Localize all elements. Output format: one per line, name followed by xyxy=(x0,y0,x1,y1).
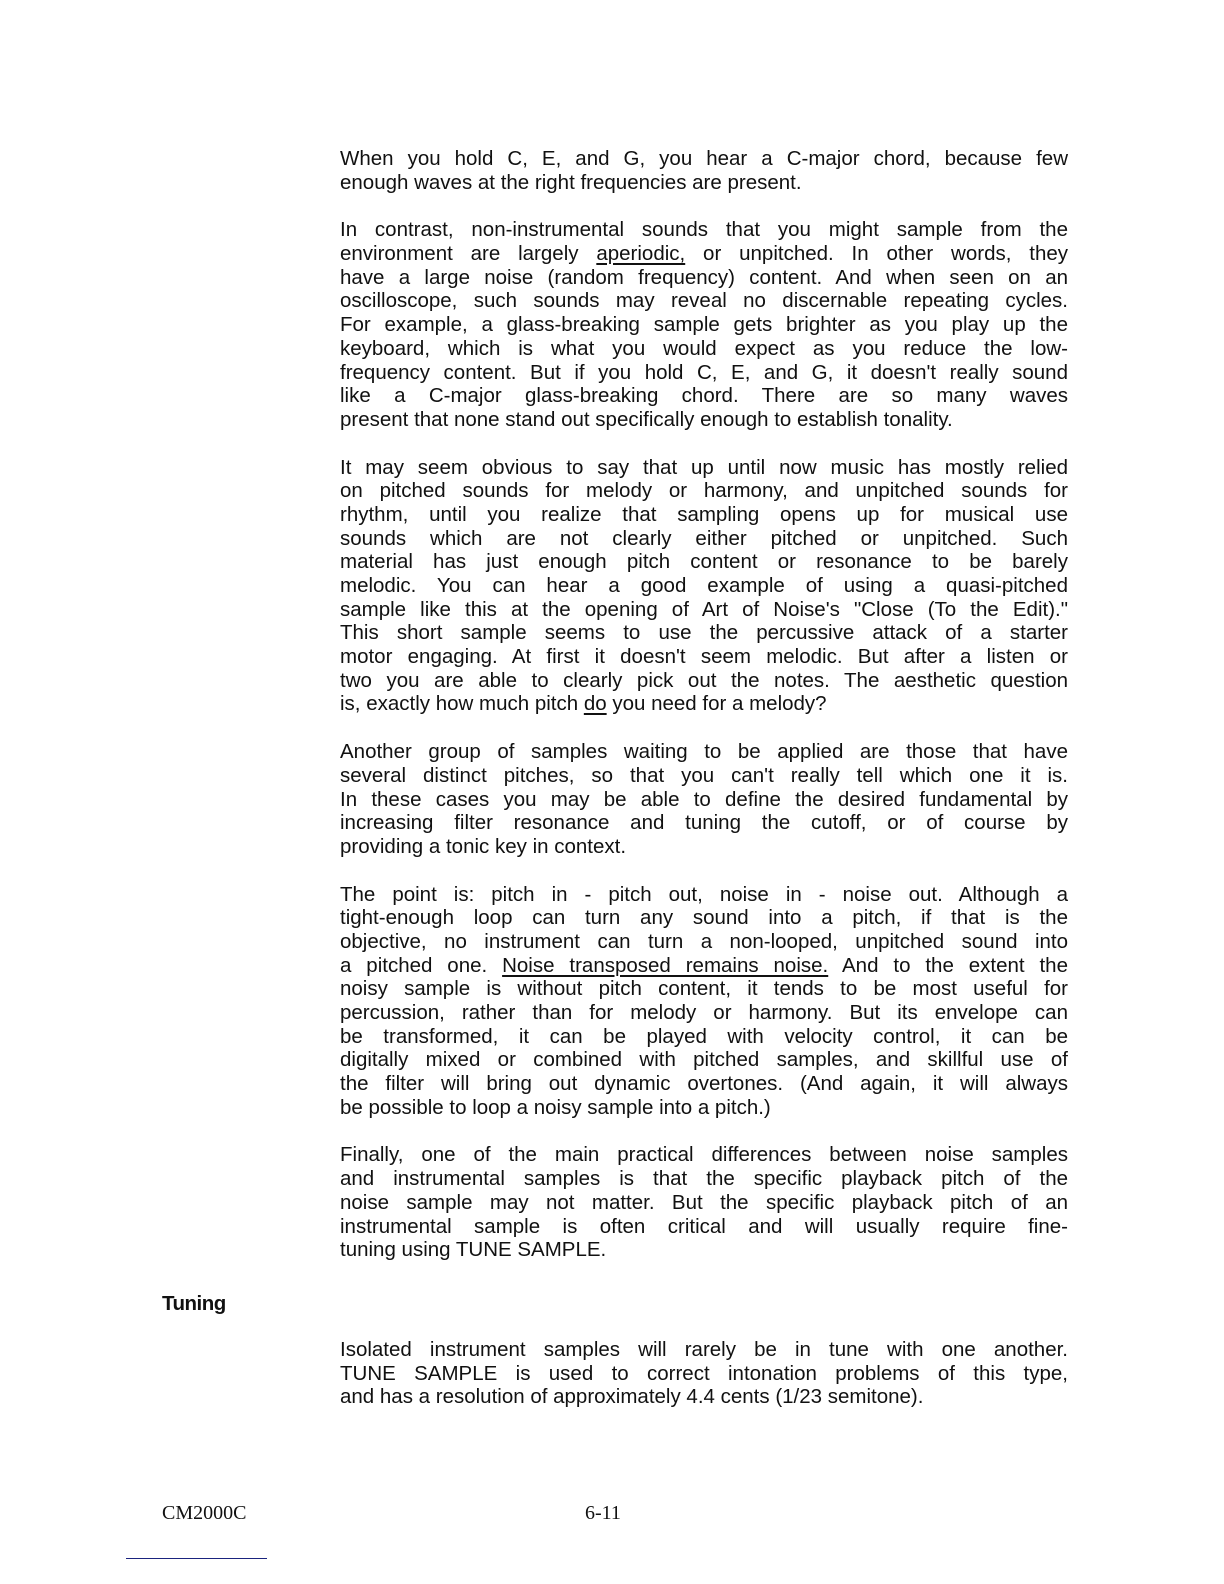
text-line: two you are able to clearly pick out the notes. The aesthetic question xyxy=(340,668,1068,692)
text-line: present that none stand out specifically enough to establish tonality. xyxy=(340,407,953,431)
text-line: digitally mixed or combined with pitched samples, and skillful use of xyxy=(340,1048,1068,1072)
section-heading-tuning: Tuning xyxy=(162,1292,226,1315)
text-line: TUNE SAMPLE is used to correct intonation problems of this type, xyxy=(340,1361,1068,1385)
text-line: Another group of samples waiting to be applied are those that have xyxy=(340,740,1068,764)
text-line: Isolated instrument samples will rarely be in tune with one another. xyxy=(340,1338,1068,1361)
underlined-emphasis: do xyxy=(583,692,607,716)
text-line: In these cases you may be able to define the desired fundamental by xyxy=(340,787,1068,811)
footer-document-code: CM2000C xyxy=(162,1502,247,1524)
text-line: material has just enough pitch content or resonance to be barely xyxy=(340,550,1068,574)
text-line: and instrumental samples is that the specific playback pitch of the xyxy=(340,1167,1068,1191)
text-line: be transformed, it can be played with velocity control, it can be xyxy=(340,1024,1068,1048)
text-line: be possible to loop a noisy sample into a pitch.) xyxy=(340,1095,771,1119)
text-line: motor engaging. At first it doesn't seem melodic. But after a listen or xyxy=(340,645,1068,669)
text-line: The point is: pitch in - pitch out, noise in - noise out. Although a xyxy=(340,882,1068,906)
text-line: rhythm, until you realize that sampling opens up for musical use xyxy=(340,502,1068,526)
text-line: noisy sample is without pitch content, it tends to be most useful for xyxy=(340,977,1068,1001)
paragraph xyxy=(340,1143,1068,1261)
text-line: is, exactly how much pitch do you need for a melody? xyxy=(340,692,827,716)
text-line: the filter will bring out dynamic overtones. (And again, it will always xyxy=(340,1072,1068,1096)
text-line: When you hold C, E, and G, you hear a C-major chord, because few xyxy=(340,147,1068,170)
text-line: It may seem obvious to say that up until now music has mostly relied xyxy=(340,455,1068,479)
text-line: instrumental sample is often critical and will usually require fine- xyxy=(340,1214,1068,1238)
text-line: tight-enough loop can turn any sound into a pitch, if that is the xyxy=(340,906,1068,930)
text-line: frequency content. But if you hold C, E, and G, it doesn't really sound xyxy=(340,360,1068,384)
footer-page-number: 6-11 xyxy=(585,1502,621,1524)
text-line: melodic. You can hear a good example of using a quasi-pitched xyxy=(340,574,1068,597)
paragraph xyxy=(340,883,1068,1120)
tuning-body-text xyxy=(340,1338,1068,1433)
paragraph xyxy=(340,740,1068,858)
underlined-emphasis: Noise transposed remains noise. xyxy=(502,953,829,977)
footer-rule xyxy=(126,1558,267,1559)
text-line: oscilloscope, such sounds may reveal no discernable repeating cycles. xyxy=(340,289,1068,313)
text-line: This short sample seems to use the percussive attack of a starter xyxy=(340,621,1068,645)
text-line: providing a tonic key in context. xyxy=(340,834,627,858)
text-line: and has a resolution of approximately 4.4 cents (1/23 semitone). xyxy=(340,1385,924,1409)
text-line: like a C-major glass-breaking chord. There are so many waves xyxy=(340,384,1068,408)
underlined-emphasis: aperiodic, xyxy=(596,242,686,266)
text-line: increasing filter resonance and tuning the cutoff, or of course by xyxy=(340,811,1068,835)
text-line: Finally, one of the main practical differences between noise samples xyxy=(340,1143,1068,1167)
paragraph xyxy=(340,456,1068,717)
text-line: sounds which are not clearly either pitched or unpitched. Such xyxy=(340,526,1068,550)
text-line: In contrast, non-instrumental sounds that you might sample from the xyxy=(340,218,1068,242)
body-text xyxy=(340,147,1068,1286)
text-line: noise sample may not matter. But the specific playback pitch of an xyxy=(340,1190,1068,1214)
text-line: a pitched one. Noise transposed remains noise. And to the extent the xyxy=(340,953,1068,977)
text-line: For example, a glass-breaking sample gets brighter as you play up the xyxy=(340,313,1068,337)
text-line: several distinct pitches, so that you can't really tell which one it is. xyxy=(340,763,1068,787)
text-line: enough waves at the right frequencies are present. xyxy=(340,170,802,194)
text-line: objective, no instrument can turn a non-looped, unpitched sound into xyxy=(340,929,1068,953)
text-line: tuning using TUNE SAMPLE. xyxy=(340,1238,607,1262)
text-line: sample like this at the opening of Art of Noise's "Close (To the Edit)." xyxy=(340,597,1068,621)
text-line: on pitched sounds for melody or harmony, and unpitched sounds for xyxy=(340,479,1068,503)
paragraph xyxy=(340,218,1068,431)
text-line: environment are largely aperiodic, or unpitched. In other words, they xyxy=(340,242,1068,266)
paragraph xyxy=(340,147,1068,194)
text-line: keyboard, which is what you would expect as you reduce the low- xyxy=(340,336,1068,360)
text-line: percussion, rather than for melody or harmony. But its envelope can xyxy=(340,1001,1068,1024)
paragraph xyxy=(340,1338,1068,1409)
text-line: have a large noise (random frequency) content. And when seen on an xyxy=(340,265,1068,289)
